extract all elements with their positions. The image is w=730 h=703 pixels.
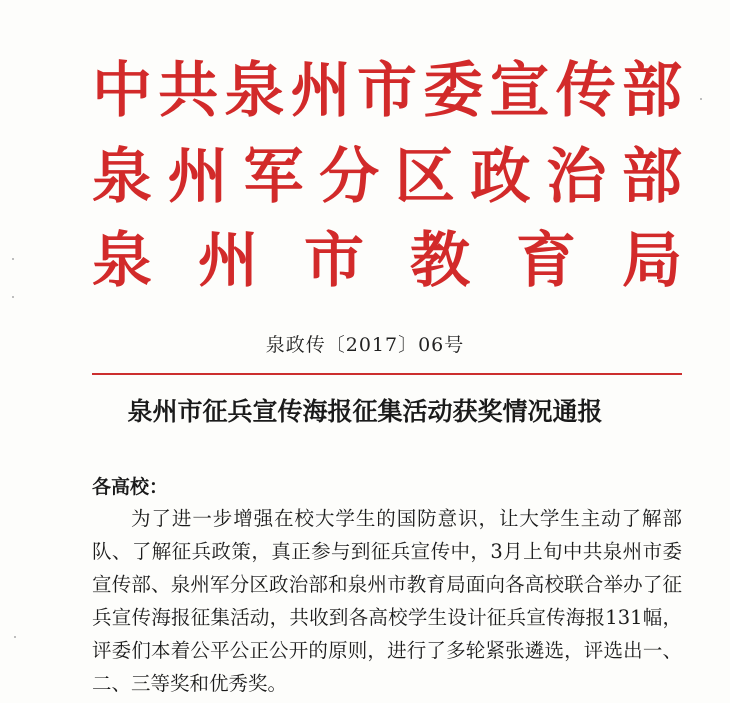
issuer-character: 治 <box>546 142 607 212</box>
issuer-character: 泉 <box>92 142 152 212</box>
issuer-character: 州 <box>167 142 228 212</box>
issuer-character: 军 <box>243 142 304 212</box>
scan-speck <box>12 258 14 260</box>
issuer-character: 育 <box>516 226 576 296</box>
scan-speck <box>700 98 702 100</box>
issuer-character: 共 <box>158 56 219 126</box>
issuer-character: 部 <box>622 56 682 126</box>
issuer-character: 州 <box>198 226 258 296</box>
issuer-character: 州 <box>290 56 351 126</box>
issuer-character: 宣 <box>489 56 550 126</box>
salutation: 各高校： <box>92 476 169 498</box>
body-paragraph: 为了进一步增强在校大学生的国防意识，让大学生主动了解部队、了解征兵政策，真正参与到征兵宣传中，3月上旬中共泉州市委宣传部、泉州军分区政治部和泉州市教育局面向各高校联合举办了征兵宣传海报征集活动，共收到各高校学生设计征兵宣传海报131幅，评委们本着公平公正公开的原则，进行了多轮紧张遴选，评选出一、二、三等奖和优秀奖。 <box>92 507 682 695</box>
issuer-character: 分 <box>319 142 380 212</box>
document-number: 泉政传〔2017〕06号 <box>265 334 465 356</box>
scan-speck <box>14 636 16 638</box>
issuer-line-military-subdistrict <box>92 140 682 214</box>
issuer-character: 中 <box>92 56 152 126</box>
issuer-character: 政 <box>470 142 531 212</box>
issuer-character: 教 <box>410 226 470 296</box>
scan-speck <box>12 296 14 298</box>
issuer-line-propaganda-dept <box>92 54 682 128</box>
issuer-character: 泉 <box>224 56 285 126</box>
issuer-character: 传 <box>555 56 616 126</box>
red-divider-line <box>92 373 682 375</box>
issuer-character: 泉 <box>92 226 152 296</box>
issuer-line-education-bureau <box>92 224 682 298</box>
issuer-character: 委 <box>423 56 484 126</box>
issuer-character: 局 <box>622 226 682 296</box>
issuer-character: 市 <box>357 56 417 126</box>
document-title: 泉州市征兵宣传海报征集活动获奖情况通报 <box>127 397 603 426</box>
issuer-character: 部 <box>621 142 682 212</box>
issuer-character: 区 <box>394 142 455 212</box>
issuer-character: 市 <box>304 226 364 296</box>
